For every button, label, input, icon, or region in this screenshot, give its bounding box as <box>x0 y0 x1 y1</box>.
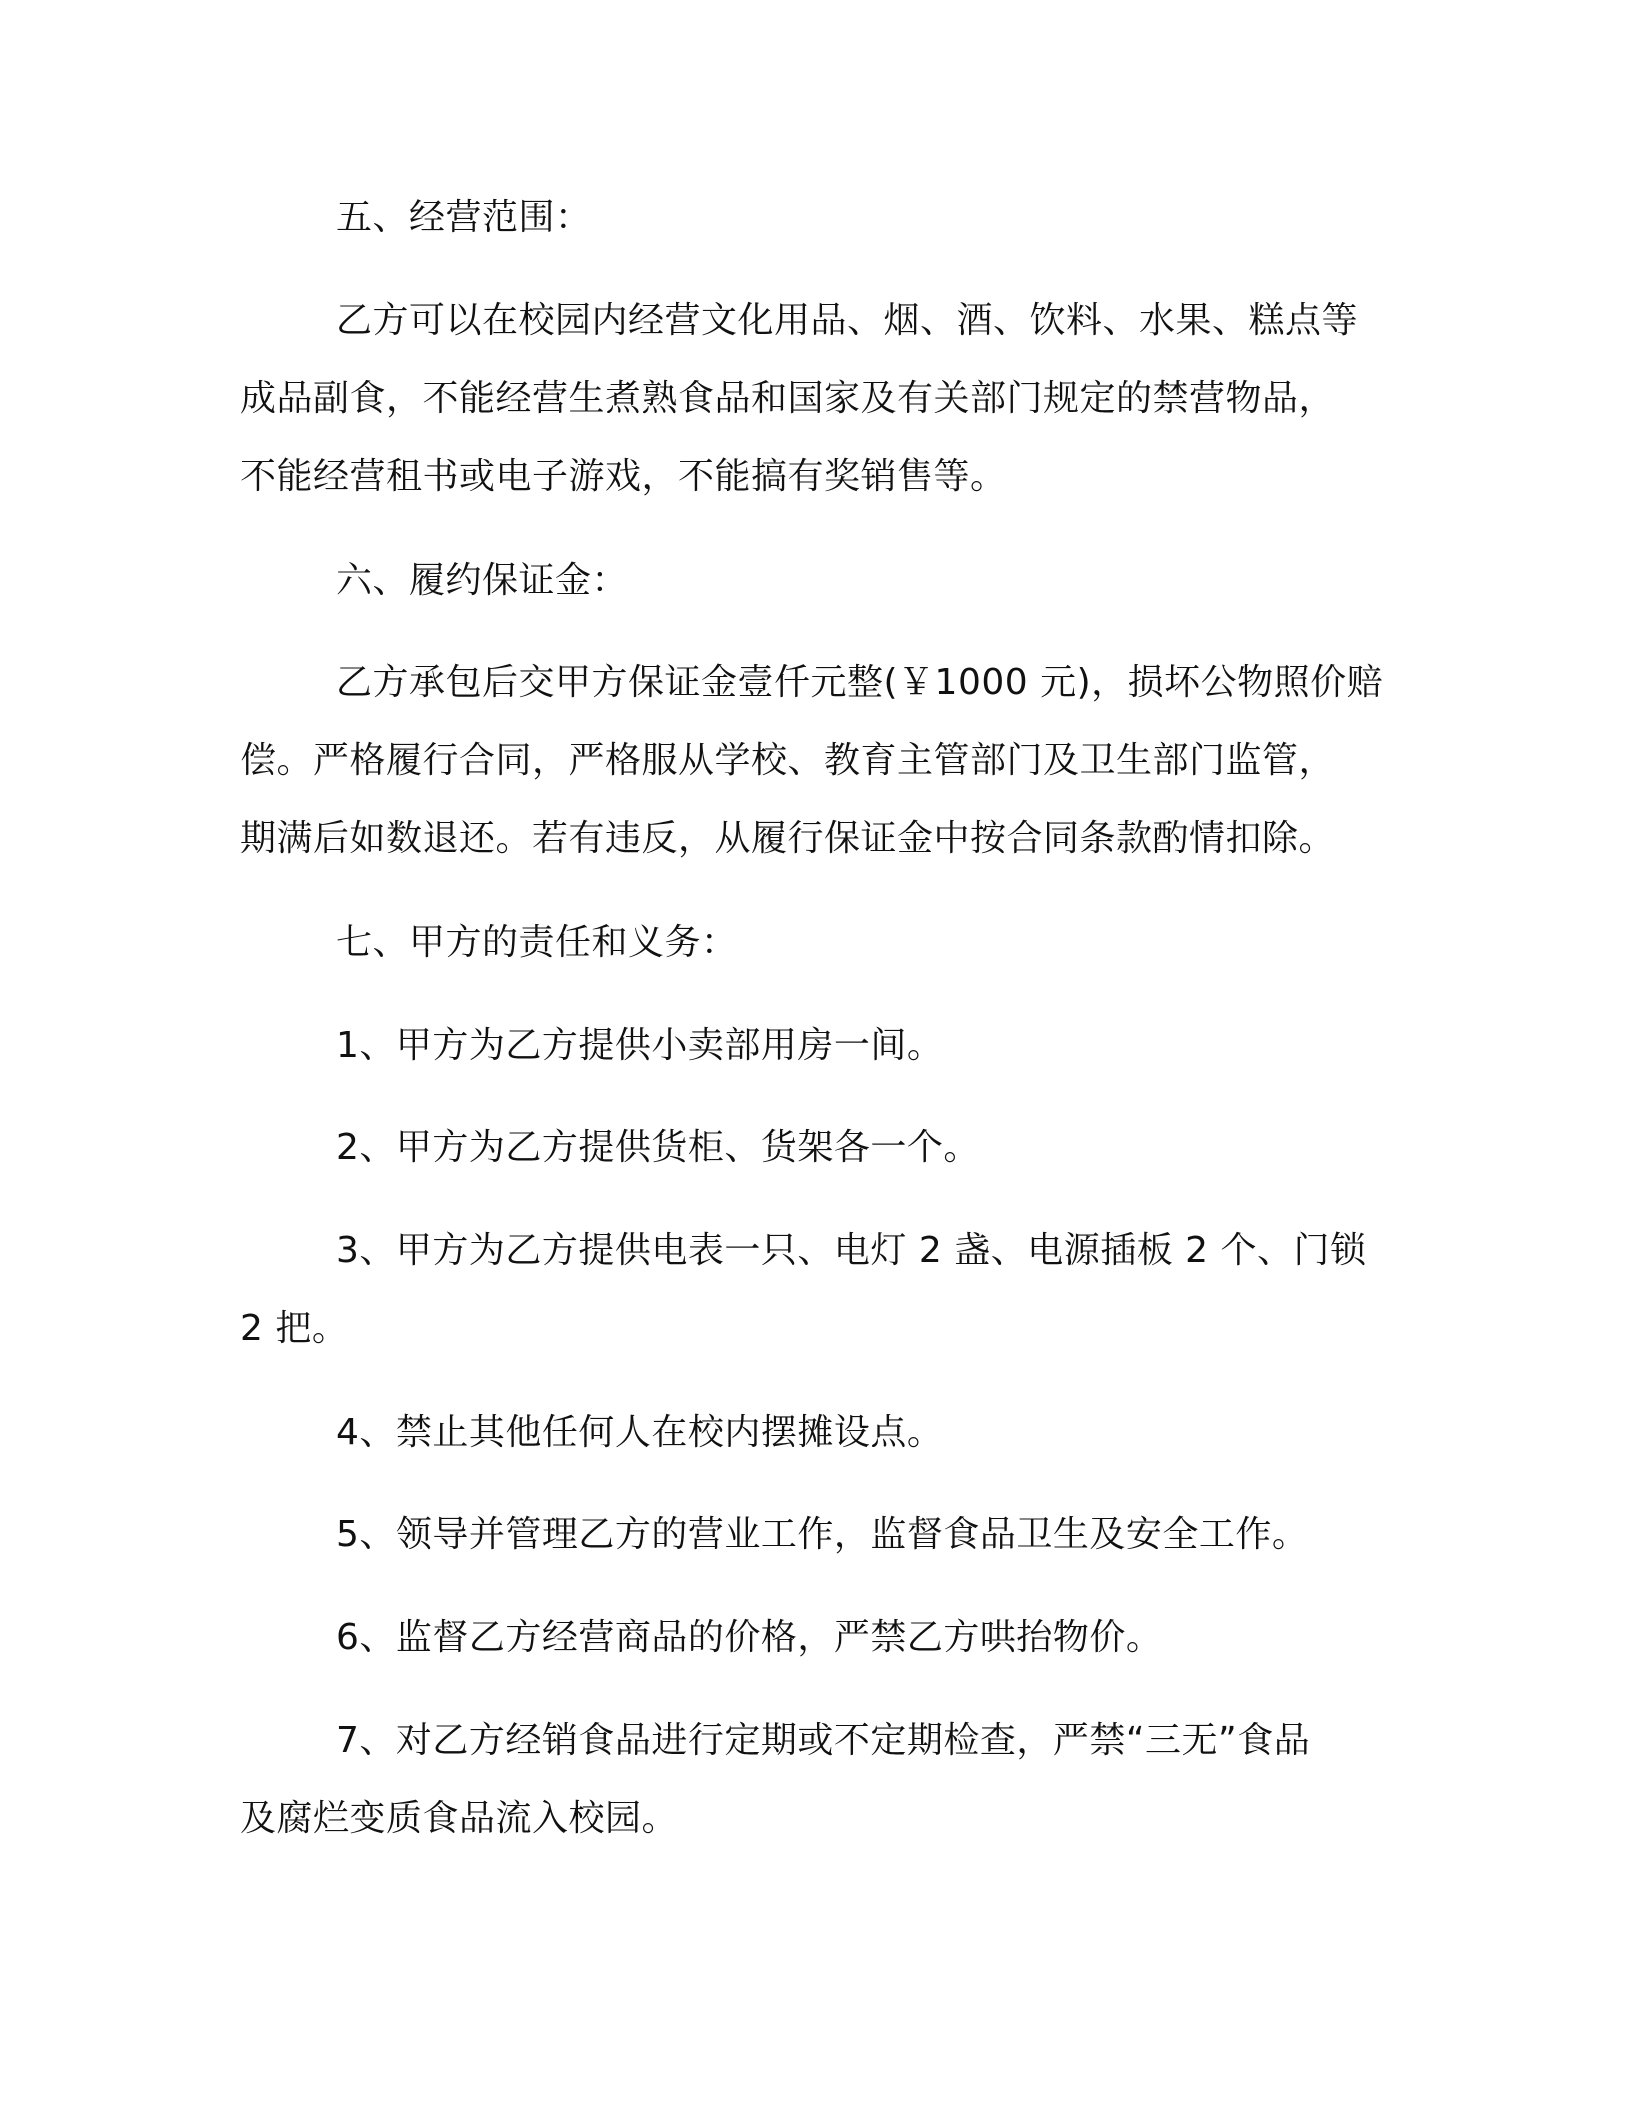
list-item: 7、对乙方经销食品进行定期或不定期检查，严禁“三无”食品 <box>336 1720 1311 1761</box>
list-item: 3、甲方为乙方提供电表一只、电灯 2 盏、电源插板 2 个、门锁 <box>336 1230 1367 1271</box>
paragraph-line: 期满后如数退还。若有违反，从履行保证金中按合同条款酌情扣除。 <box>240 818 1336 859</box>
section-heading-business-scope: 五、经营范围： <box>336 197 592 238</box>
section-heading-deposit: 六、履约保证金： <box>336 560 629 601</box>
list-item: 2、甲方为乙方提供货柜、货架各一个。 <box>336 1127 980 1168</box>
paragraph-line: 成品副食，不能经营生煮熟食品和国家及有关部门规定的禁营物品， <box>240 378 1336 419</box>
list-item-continuation: 及腐烂变质食品流入校园。 <box>240 1798 679 1839</box>
section-heading-party-a-duties: 七、甲方的责任和义务： <box>336 922 738 963</box>
list-item-continuation: 2 把。 <box>240 1308 349 1349</box>
list-item: 5、领导并管理乙方的营业工作，监督食品卫生及安全工作。 <box>336 1514 1309 1555</box>
paragraph-line: 偿。严格履行合同，严格服从学校、教育主管部门及卫生部门监管， <box>240 740 1336 781</box>
list-item: 1、甲方为乙方提供小卖部用房一间。 <box>336 1025 944 1066</box>
paragraph-line: 乙方可以在校园内经营文化用品、烟、酒、饮料、水果、糕点等 <box>336 300 1359 341</box>
paragraph-line: 乙方承包后交甲方保证金壹仟元整(￥1000 元)，损坏公物照价赔 <box>336 662 1384 703</box>
list-item: 6、监督乙方经营商品的价格，严禁乙方哄抬物价。 <box>336 1617 1163 1658</box>
list-item: 4、禁止其他任何人在校内摆摊设点。 <box>336 1412 944 1453</box>
paragraph-line: 不能经营租书或电子游戏，不能搞有奖销售等。 <box>240 456 1007 497</box>
